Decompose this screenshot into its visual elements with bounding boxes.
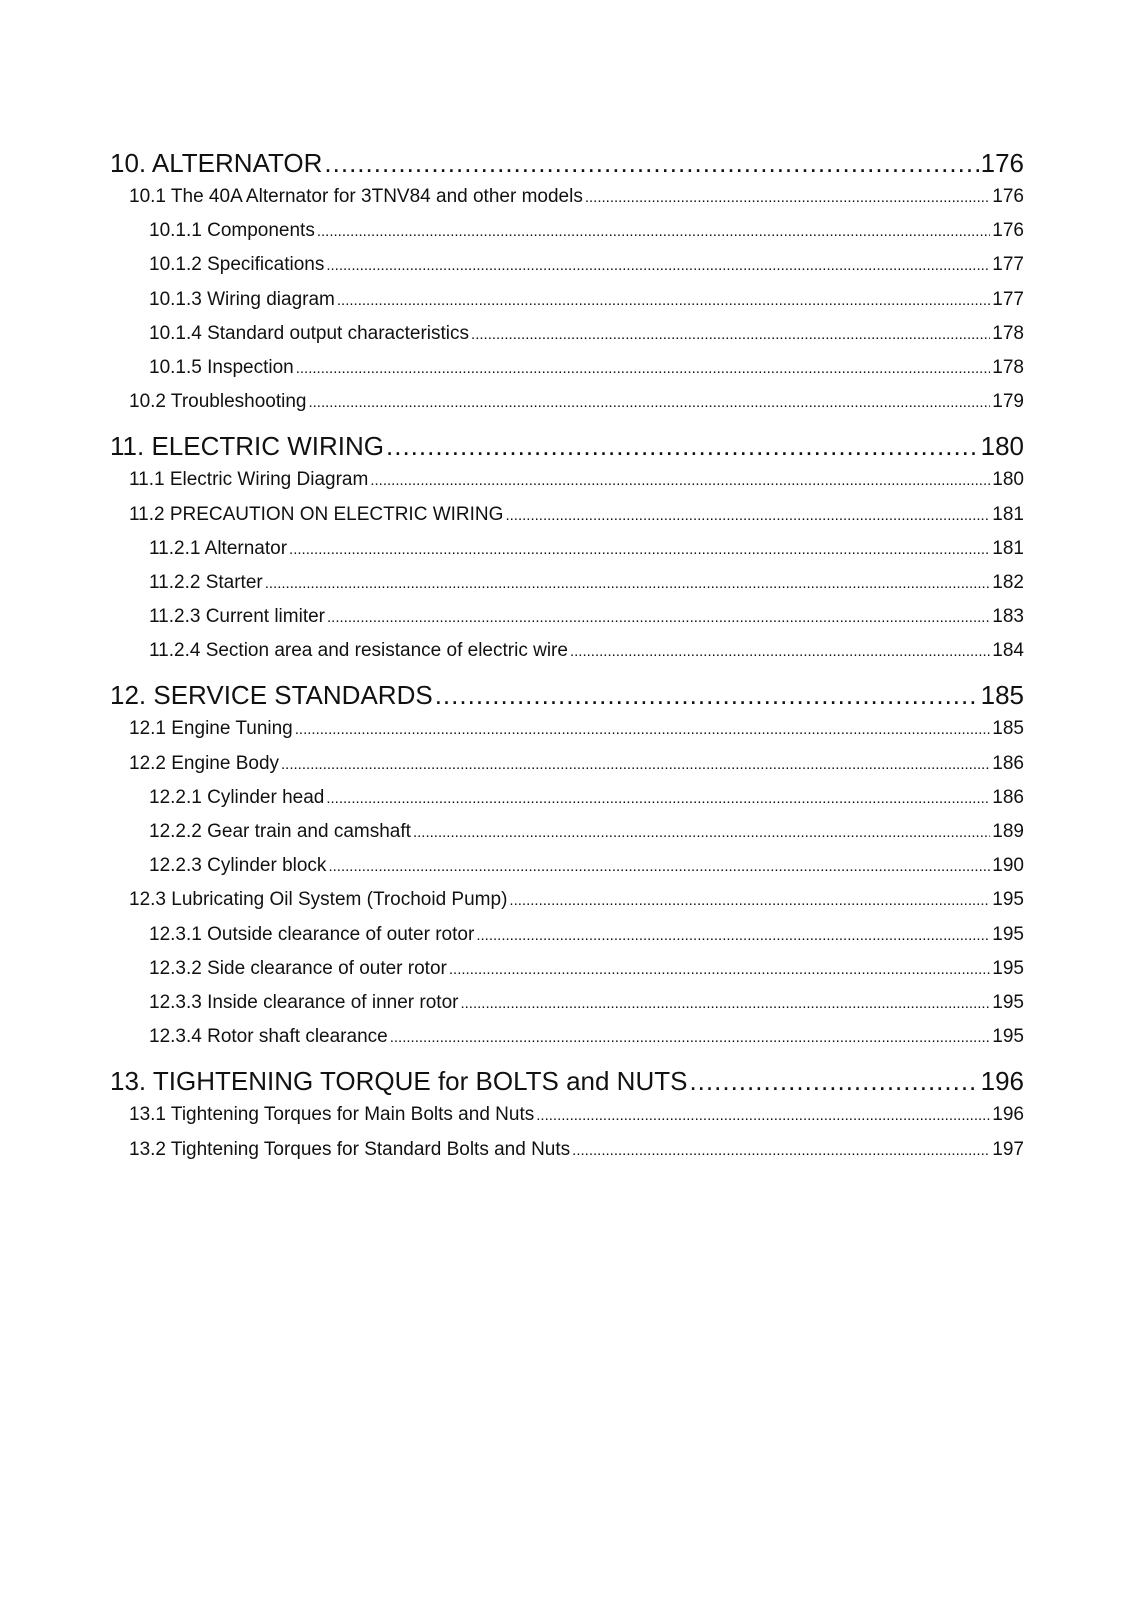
toc-entry-page-number: 195 [992,923,1024,945]
toc-entry-page-number: 180 [980,431,1024,462]
toc-entry-page-number: 196 [992,1104,1024,1126]
dot-leader [327,601,990,635]
dot-leader [413,816,990,850]
toc-entry-title: 11.2.2 Starter [149,571,263,593]
toc-entry-title: 10.1.4 Standard output characteristics [149,322,470,344]
dot-leader [572,1134,990,1168]
toc-entry-page-number: 195 [992,991,1024,1013]
toc-entry-title: 11.2.4 Section area and resistance of electric wire [149,640,568,662]
toc-entry-page-number: 176 [980,148,1024,178]
toc-entry-page-number: 185 [992,718,1024,740]
toc-subsection-entry[interactable] [110,532,1024,566]
dot-leader [435,678,979,712]
toc-subsection-entry[interactable] [110,351,1024,385]
toc-subsection-entry[interactable] [110,214,1024,248]
dot-leader [337,284,990,318]
toc-entry-title: 11.2.3 Current limiter [149,606,325,628]
toc-entry-title: 11. ELECTRIC WIRING [110,431,385,462]
dot-leader [296,352,991,386]
toc-entry-page-number: 195 [992,889,1024,911]
toc-entry-title: 10.1 The 40A Alternator for 3TNV84 and other models [129,186,583,207]
toc-entry-title: 12.2.1 Cylinder head [149,786,325,808]
dot-leader [326,249,990,283]
toc-entry-page-number: 197 [992,1138,1024,1160]
toc-entry-page-number: 189 [992,821,1024,842]
toc-subsection-entry[interactable] [110,952,1024,986]
toc-entry-title: 11.2.1 Alternator [149,537,288,559]
dot-leader [370,464,990,498]
toc-entry-title: 11.1 Electric Wiring Diagram [129,469,369,491]
toc-subsection-entry[interactable] [110,283,1024,317]
toc-entry-page-number: 179 [992,391,1024,413]
dot-leader [390,1021,991,1055]
dot-leader [324,146,978,180]
toc-subsection-entry[interactable] [110,986,1024,1020]
toc-entry-page-number: 176 [992,220,1024,242]
toc-entry-page-number: 195 [992,957,1024,979]
toc-entry-page-number: 180 [992,469,1024,491]
toc-entry-title: 12.2.2 Gear train and camshaft [149,821,411,842]
toc-section-entry[interactable] [110,747,1024,781]
toc-entry-page-number: 186 [992,786,1024,808]
toc-subsection-entry[interactable] [110,1020,1024,1054]
toc-section-entry[interactable] [110,712,1024,746]
toc-chapter-entry[interactable] [110,429,1024,463]
toc-entry-title: 12.3.3 Inside clearance of inner rotor [149,991,459,1013]
toc-entry-title: 10.2 Troubleshooting [129,391,307,413]
dot-leader [386,429,979,463]
dot-leader [449,953,990,987]
toc-section-entry[interactable] [110,1098,1024,1132]
toc-entry-title: 12.3.1 Outside clearance of outer rotor [149,923,475,945]
toc-entry-title: 12. SERVICE STANDARDS [110,680,433,711]
dot-leader [536,1099,990,1133]
toc-subsection-entry[interactable] [110,566,1024,600]
toc-subsection-entry[interactable] [110,815,1024,849]
toc-entry-title: 12.3 Lubricating Oil System (Trochoid Pump) [129,889,508,911]
dot-leader [505,499,990,533]
toc-entry-title: 10.1.3 Wiring diagram [149,288,335,310]
toc-entry-title: 13. TIGHTENING TORQUE for BOLTS and NUTS [110,1066,688,1097]
toc-entry-page-number: 178 [992,356,1024,378]
toc-entry-page-number: 177 [992,288,1024,310]
dot-leader [471,318,990,352]
toc-subsection-entry[interactable] [110,849,1024,883]
toc-chapter-entry[interactable] [110,1064,1024,1098]
toc-entry-page-number: 195 [992,1026,1024,1048]
toc-entry-page-number: 186 [992,752,1024,774]
toc-entry-title: 10. ALTERNATOR [110,148,323,178]
toc-section-entry[interactable] [110,498,1024,532]
toc-entry-title: 11.2 PRECAUTION ON ELECTRIC WIRING [129,503,504,525]
toc-entry-page-number: 183 [992,606,1024,628]
toc-subsection-entry[interactable] [110,781,1024,815]
toc-subsection-entry[interactable] [110,600,1024,634]
toc-section-entry[interactable] [110,883,1024,917]
dot-leader [328,850,990,884]
toc-entry-page-number: 181 [992,503,1024,525]
toc-entry-page-number: 178 [992,322,1024,344]
toc-subsection-entry[interactable] [110,634,1024,668]
dot-leader [265,567,991,601]
dot-leader [689,1064,978,1098]
toc-entry-page-number: 190 [992,855,1024,877]
toc-entry-title: 13.1 Tightening Torques for Main Bolts and Nuts [129,1104,535,1126]
toc-entry-title: 12.3.2 Side clearance of outer rotor [149,957,447,979]
toc-entry-title: 12.2.3 Cylinder block [149,855,327,877]
dot-leader [289,533,990,567]
dot-leader [317,215,990,249]
toc-section-entry[interactable] [110,180,1024,214]
toc-entry-page-number: 185 [980,680,1024,711]
toc-entry-page-number: 181 [992,537,1024,559]
toc-entry-title: 10.1.2 Specifications [149,254,325,276]
dot-leader [326,782,990,816]
toc-entry-page-number: 184 [992,640,1024,662]
toc-entry-page-number: 182 [992,571,1024,593]
dot-leader [570,635,990,669]
toc-entry-title: 10.1.5 Inspection [149,356,294,378]
dot-leader [295,713,991,747]
toc-entry-title: 13.2 Tightening Torques for Standard Bolts and Nuts [129,1138,571,1160]
toc-subsection-entry[interactable] [110,248,1024,282]
toc-entry-page-number: 177 [992,254,1024,276]
table-of-contents [110,146,1024,1167]
toc-entry-title: 12.1 Engine Tuning [129,718,293,740]
dot-leader [509,884,990,918]
toc-entry-title: 12.3.4 Rotor shaft clearance [149,1026,388,1048]
toc-section-entry[interactable] [110,1133,1024,1167]
toc-chapter-entry[interactable] [110,146,1024,180]
dot-leader [460,987,990,1021]
toc-subsection-entry[interactable] [110,918,1024,952]
dot-leader [281,748,990,782]
toc-section-entry[interactable] [110,385,1024,419]
dot-leader [476,919,990,953]
toc-entry-title: 10.1.1 Components [149,220,315,242]
toc-entry-title: 12.2 Engine Body [129,752,280,774]
toc-subsection-entry[interactable] [110,317,1024,351]
dot-leader [308,386,990,420]
toc-section-entry[interactable] [110,463,1024,497]
toc-chapter-entry[interactable] [110,678,1024,712]
toc-entry-page-number: 196 [980,1066,1024,1097]
dot-leader [585,181,990,215]
toc-entry-page-number: 176 [992,186,1024,207]
